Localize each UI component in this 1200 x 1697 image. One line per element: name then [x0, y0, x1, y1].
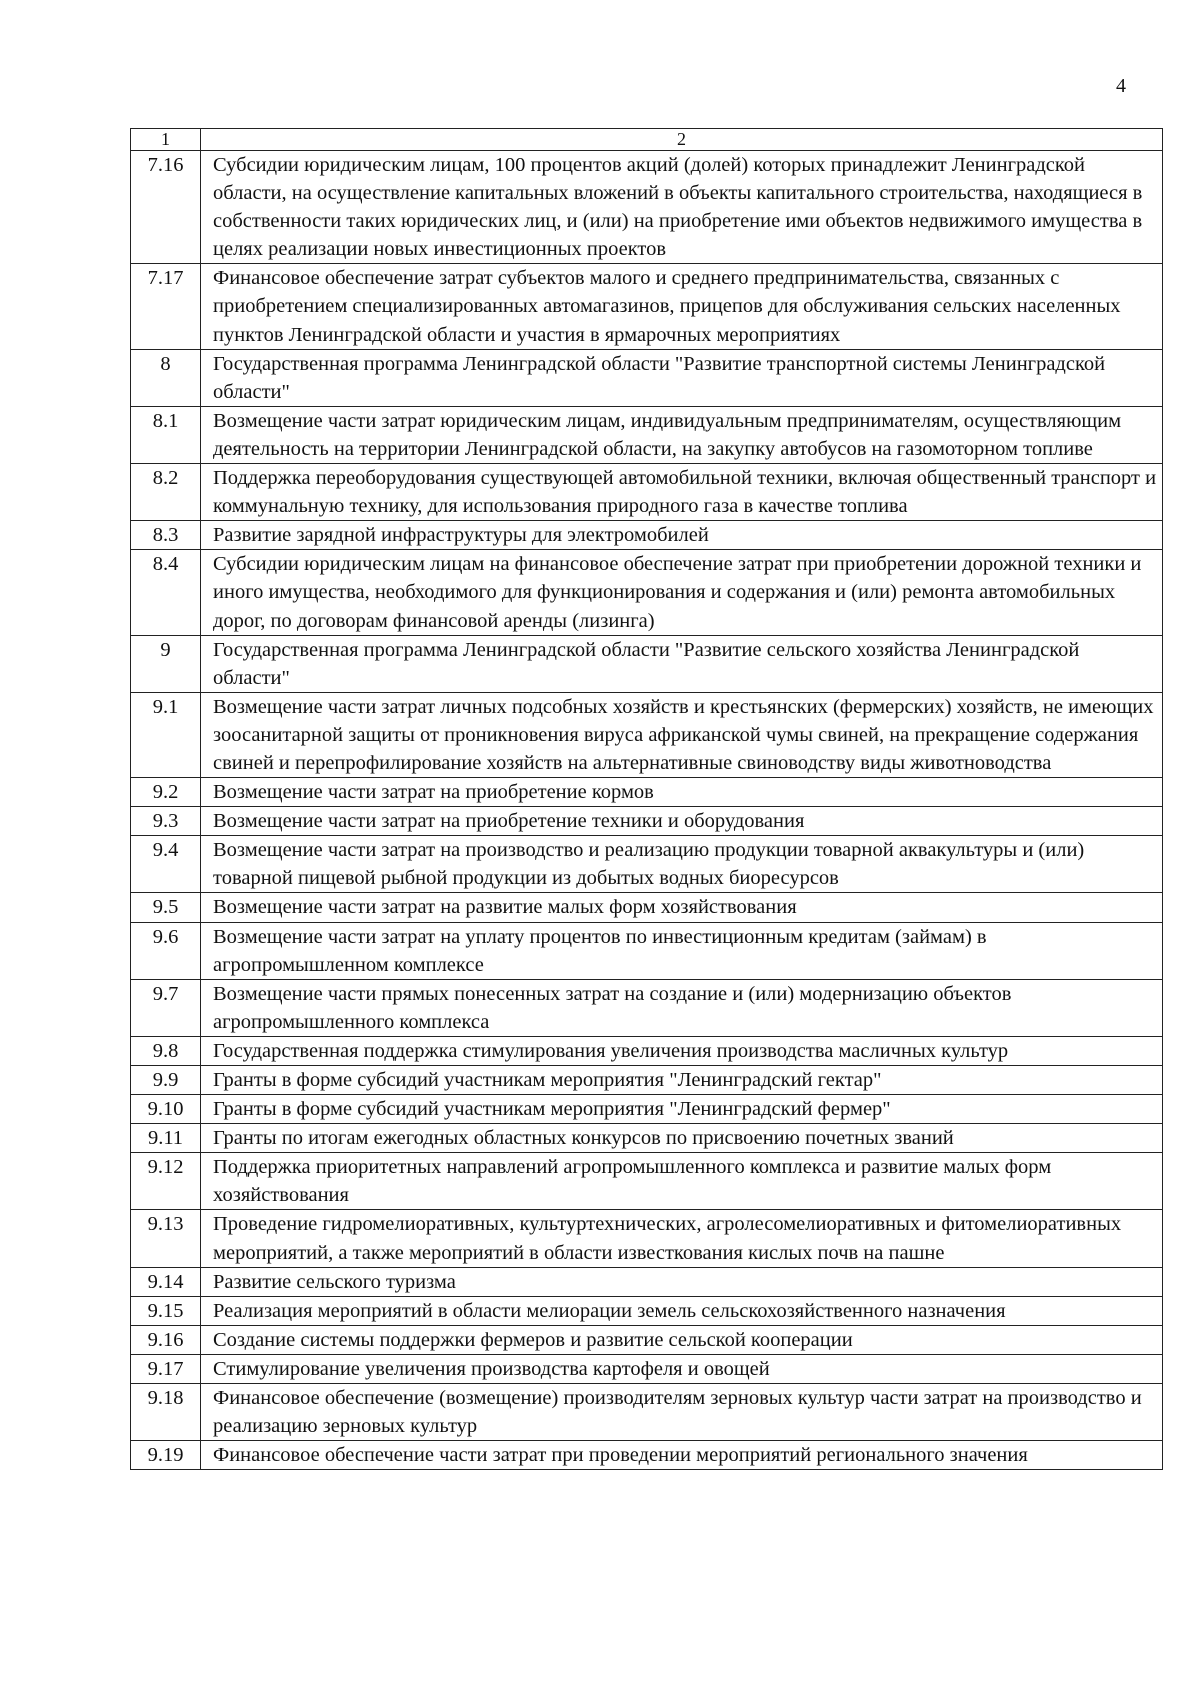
row-description-cell: Развитие сельского туризма — [201, 1267, 1163, 1296]
row-number-cell: 9.9 — [131, 1066, 201, 1095]
row-number-cell: 9.18 — [131, 1384, 201, 1441]
row-number-cell: 8.4 — [131, 550, 201, 635]
row-number-cell: 9.16 — [131, 1325, 201, 1354]
row-number-cell: 9.4 — [131, 836, 201, 893]
row-number-cell: 7.17 — [131, 264, 201, 349]
row-number-cell: 9.13 — [131, 1210, 201, 1267]
row-description-cell: Возмещение части затрат на приобретение техники и оборудования — [201, 807, 1163, 836]
page-number: 4 — [1116, 75, 1126, 97]
row-number-cell: 9.14 — [131, 1267, 201, 1296]
row-number-cell: 9.10 — [131, 1095, 201, 1124]
row-description-cell: Государственная программа Ленинградской области "Развитие сельского хозяйства Ленинградской области" — [201, 635, 1163, 692]
row-description-cell: Развитие зарядной инфраструктуры для электромобилей — [201, 521, 1163, 550]
header-cell-number: 1 — [131, 129, 201, 151]
row-description-cell: Гранты в форме субсидий участникам мероприятия "Ленинградский гектар" — [201, 1066, 1163, 1095]
row-description-cell: Стимулирование увеличения производства картофеля и овощей — [201, 1354, 1163, 1383]
table-row — [131, 1384, 1163, 1441]
row-description-cell: Субсидии юридическим лицам на финансовое обеспечение затрат при приобретении дорожной техники и иного имущества, необходимого для функционирования и содержания и (или) ремонта автомобильных дорог, по договорам финансовой аренды (лизинга) — [201, 550, 1163, 635]
row-description-cell: Государственная поддержка стимулирования увеличения производства масличных культур — [201, 1036, 1163, 1065]
row-description-cell: Поддержка приоритетных направлений агропромышленного комплекса и развитие малых форм хозяйствования — [201, 1153, 1163, 1210]
row-description-cell: Реализация мероприятий в области мелиорации земель сельскохозяйственного назначения — [201, 1296, 1163, 1325]
row-number-cell: 9.5 — [131, 893, 201, 922]
row-number-cell: 9.3 — [131, 807, 201, 836]
row-number-cell: 8.3 — [131, 521, 201, 550]
table-body — [131, 129, 1163, 1470]
row-description-cell: Возмещение части затрат на развитие малых форм хозяйствования — [201, 893, 1163, 922]
row-number-cell: 9.12 — [131, 1153, 201, 1210]
row-number-cell: 9.11 — [131, 1124, 201, 1153]
table-row — [131, 635, 1163, 692]
row-description-cell: Финансовое обеспечение затрат субъектов малого и среднего предпринимательства, связанных с приобретением специализированных автомагазинов, прицепов для обслуживания сельских населенных пунктов Ленинградской области и участия в ярмарочных мероприятиях — [201, 264, 1163, 349]
row-description-cell: Гранты в форме субсидий участникам мероприятия "Ленинградский фермер" — [201, 1095, 1163, 1124]
row-description-cell: Возмещение части затрат на уплату процентов по инвестиционным кредитам (займам) в агропромышленном комплексе — [201, 922, 1163, 979]
table-row — [131, 1210, 1163, 1267]
row-description-cell: Финансовое обеспечение части затрат при проведении мероприятий регионального значения — [201, 1441, 1163, 1470]
table-row — [131, 1066, 1163, 1095]
table-row — [131, 1354, 1163, 1383]
table-row — [131, 1296, 1163, 1325]
row-number-cell: 8.1 — [131, 406, 201, 463]
row-number-cell: 9 — [131, 635, 201, 692]
row-number-cell: 9.15 — [131, 1296, 201, 1325]
table-row — [131, 836, 1163, 893]
table-row — [131, 349, 1163, 406]
table-row — [131, 1036, 1163, 1065]
subsidy-table — [130, 128, 1163, 1470]
row-number-cell: 9.2 — [131, 778, 201, 807]
row-description-cell: Возмещение части затрат юридическим лицам, индивидуальным предпринимателям, осуществляющим деятельность на территории Ленинградской области, на закупку автобусов на газомоторном топливе — [201, 406, 1163, 463]
row-description-cell: Финансовое обеспечение (возмещение) производителям зерновых культур части затрат на производство и реализацию зерновых культур — [201, 1384, 1163, 1441]
row-number-cell: 9.19 — [131, 1441, 201, 1470]
table-row — [131, 1267, 1163, 1296]
table-row — [131, 1153, 1163, 1210]
table-row — [131, 550, 1163, 635]
table-row — [131, 778, 1163, 807]
row-description-cell: Государственная программа Ленинградской области "Развитие транспортной системы Ленинградской области" — [201, 349, 1163, 406]
row-description-cell: Возмещение части затрат на производство и реализацию продукции товарной аквакультуры и (или) товарной пищевой рыбной продукции из добытых водных биоресурсов — [201, 836, 1163, 893]
table-row — [131, 521, 1163, 550]
table-row — [131, 151, 1163, 264]
row-number-cell: 9.17 — [131, 1354, 201, 1383]
row-number-cell: 9.6 — [131, 922, 201, 979]
row-description-cell: Поддержка переоборудования существующей автомобильной техники, включая общественный транспорт и коммунальную технику, для использования природного газа в качестве топлива — [201, 464, 1163, 521]
row-number-cell: 8 — [131, 349, 201, 406]
row-description-cell: Возмещение части затрат на приобретение кормов — [201, 778, 1163, 807]
row-number-cell: 9.8 — [131, 1036, 201, 1065]
table-row — [131, 922, 1163, 979]
row-number-cell: 8.2 — [131, 464, 201, 521]
table-header-row — [131, 129, 1163, 151]
row-description-cell: Возмещение части затрат личных подсобных хозяйств и крестьянских (фермерских) хозяйств, не имеющих зоосанитарной защиты от проникновения вируса африканской чумы свиней, на прекращение содержания свиней и перепрофилирование хозяйств на альтернативные свиноводству виды животноводства — [201, 692, 1163, 777]
table-row — [131, 807, 1163, 836]
row-number-cell: 7.16 — [131, 151, 201, 264]
table-row — [131, 979, 1163, 1036]
table-row — [131, 1325, 1163, 1354]
row-description-cell: Возмещение части прямых понесенных затрат на создание и (или) модернизацию объектов агропромышленного комплекса — [201, 979, 1163, 1036]
table-row — [131, 1441, 1163, 1470]
table-row — [131, 406, 1163, 463]
header-cell-description: 2 — [201, 129, 1163, 151]
table-row — [131, 1095, 1163, 1124]
table-row — [131, 464, 1163, 521]
table-row — [131, 264, 1163, 349]
row-number-cell: 9.1 — [131, 692, 201, 777]
row-number-cell: 9.7 — [131, 979, 201, 1036]
table-row — [131, 692, 1163, 777]
table-row — [131, 893, 1163, 922]
row-description-cell: Субсидии юридическим лицам, 100 процентов акций (долей) которых принадлежит Ленинградской области, на осуществление капитальных вложений в объекты капитального строительства, находящиеся в собственности таких юридических лиц, и (или) на приобретение ими объектов недвижимого имущества в целях реализации новых инвестиционных проектов — [201, 151, 1163, 264]
row-description-cell: Гранты по итогам ежегодных областных конкурсов по присвоению почетных званий — [201, 1124, 1163, 1153]
row-description-cell: Проведение гидромелиоративных, культуртехнических, агролесомелиоративных и фитомелиоративных мероприятий, а также мероприятий в области известкования кислых почв на пашне — [201, 1210, 1163, 1267]
row-description-cell: Создание системы поддержки фермеров и развитие сельской кооперации — [201, 1325, 1163, 1354]
table-row — [131, 1124, 1163, 1153]
